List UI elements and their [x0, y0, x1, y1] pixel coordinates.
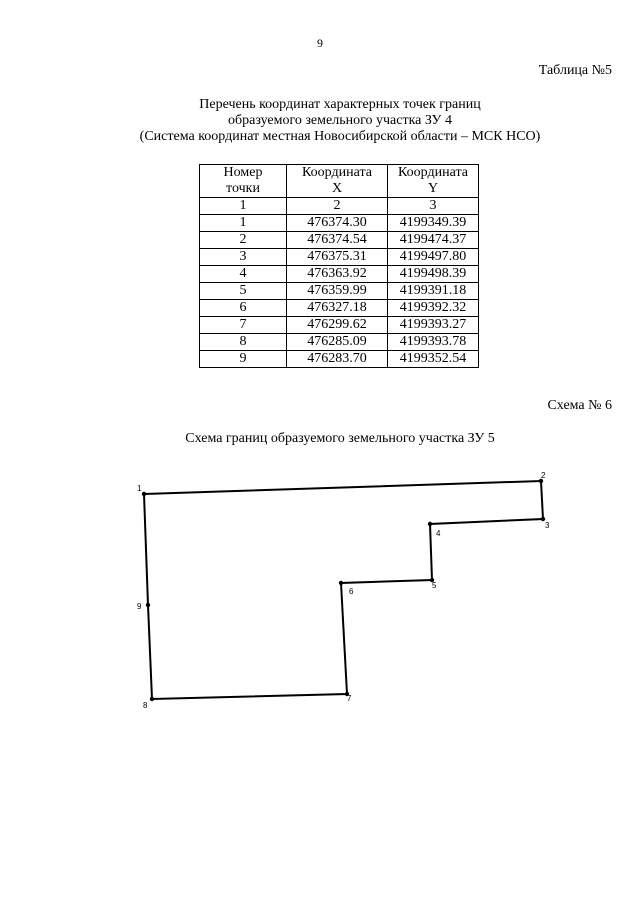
coordinate-x-cell: 476363.92 — [287, 266, 388, 283]
index-cell: 1 — [200, 198, 287, 215]
point-number-cell: 3 — [200, 249, 287, 266]
header-coordinate-x: Координата X — [287, 165, 388, 198]
point-number-cell: 7 — [200, 317, 287, 334]
coordinate-y-cell: 4199352.54 — [388, 351, 479, 368]
point-number-cell: 9 — [200, 351, 287, 368]
boundary-point-label: 1 — [137, 484, 142, 493]
coordinate-y-cell: 4199392.32 — [388, 300, 479, 317]
index-cell: 3 — [388, 198, 479, 215]
coordinate-y-cell: 4199393.78 — [388, 334, 479, 351]
coordinate-y-cell: 4199349.39 — [388, 215, 479, 232]
point-number-cell: 2 — [200, 232, 287, 249]
coordinate-y-cell: 4199393.27 — [388, 317, 479, 334]
coordinate-x-cell: 476327.18 — [287, 300, 388, 317]
title-line-3: (Система координат местная Новосибирской области – МСК НСО) — [139, 129, 541, 144]
title-line-2: образуемого земельного участка ЗУ 4 — [228, 113, 452, 128]
boundary-point-marker — [142, 492, 146, 496]
boundary-point-marker — [339, 581, 343, 585]
header-point-number: Номер точки — [200, 165, 287, 198]
index-cell: 2 — [287, 198, 388, 215]
boundary-point-label: 6 — [349, 587, 354, 596]
scheme-title: Схема границ образуемого земельного участка ЗУ 5 — [185, 431, 495, 446]
boundary-point-label: 3 — [545, 521, 550, 530]
boundary-point-label: 4 — [436, 529, 441, 538]
boundary-point-label: 2 — [541, 471, 546, 480]
point-number-cell: 1 — [200, 215, 287, 232]
boundary-point-label: 9 — [137, 602, 142, 611]
title-line-1: Перечень координат характерных точек границ — [199, 97, 481, 112]
scheme-label: Схема № 6 — [547, 398, 612, 413]
coordinate-y-cell: 4199474.37 — [388, 232, 479, 249]
boundary-point-marker — [150, 697, 154, 701]
point-number-cell: 8 — [200, 334, 287, 351]
boundary-point-marker — [428, 522, 432, 526]
coordinate-y-cell: 4199391.18 — [388, 283, 479, 300]
header-coordinate-y: Координата Y — [388, 165, 479, 198]
coordinate-x-cell: 476359.99 — [287, 283, 388, 300]
coordinate-x-cell: 476375.31 — [287, 249, 388, 266]
coordinate-x-cell: 476374.54 — [287, 232, 388, 249]
coordinate-x-cell: 476283.70 — [287, 351, 388, 368]
coordinate-x-cell: 476285.09 — [287, 334, 388, 351]
boundary-point-label: 5 — [432, 581, 437, 590]
coordinate-y-cell: 4199498.39 — [388, 266, 479, 283]
coordinate-x-cell: 476299.62 — [287, 317, 388, 334]
boundary-point-label: 7 — [347, 694, 352, 703]
point-number-cell: 6 — [200, 300, 287, 317]
table-label: Таблица №5 — [538, 63, 612, 78]
boundary-line — [144, 481, 543, 699]
coordinate-x-cell: 476374.30 — [287, 215, 388, 232]
point-number-cell: 5 — [200, 283, 287, 300]
page-number: 9 — [317, 36, 323, 50]
boundary-point-label: 8 — [143, 701, 148, 710]
coordinate-y-cell: 4199497.80 — [388, 249, 479, 266]
point-number-cell: 4 — [200, 266, 287, 283]
boundary-point-marker — [146, 603, 150, 607]
